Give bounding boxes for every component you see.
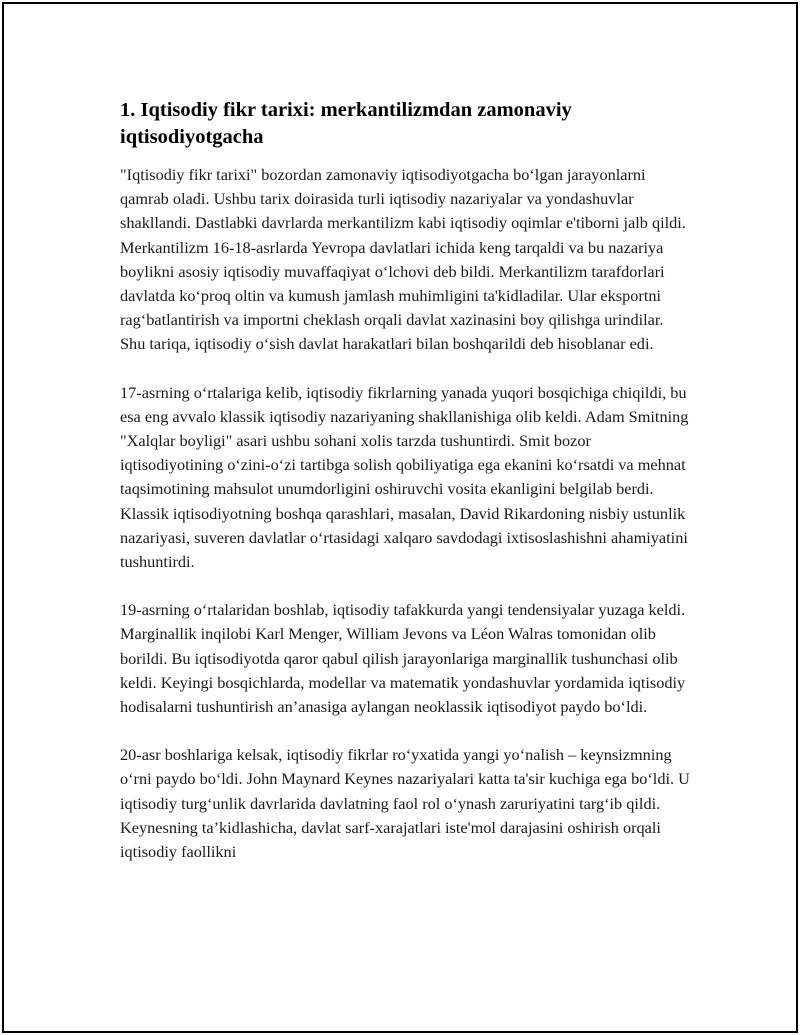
- section-title: 1. Iqtisodiy fikr tarixi: merkantilizmdan zamonaviy iqtisodiyotgacha: [120, 99, 572, 148]
- page-frame: [2, 2, 798, 1033]
- document-body: [120, 97, 692, 888]
- paragraph-mercantilism: "Iqtisodiy fikr tarixi" bozordan zamonaviy iqtisodiyotgacha boʻlgan jarayonlarni qamrab oladi. Ushbu tarix doirasida turli iqtisodiy nazariyalar va yondashuvlar shakllandi. Dastlabki davrlarda merkantilizm kabi iqtisodiy oqimlar e'tiborni jalb qildi. Merkantilizm 16-18-asrlarda Yevropa davlatlari ichida keng tarqaldi va bu nazariya boylikni asosiy iqtisodiy muvaffaqiyat oʻlchovi deb bildi. Merkantilizm tarafdorlari davlatda koʻproq oltin va kumush jamlash muhimligini ta'kidladilar. Ular eksportni ragʻbatlantirish va importni cheklash orqali davlat xazinasini boy qilishga urindilar. Shu tariqa, iqtisodiy oʻsish davlat harakatlari bilan boshqarildi deb hisoblanar edi.: [120, 165, 686, 354]
- paragraph-classical-economics: 17-asrning oʻrtalariga kelib, iqtisodiy fikrlarning yanada yuqori bosqichiga chiqildi, bu esa eng avvalo klassik iqtisodiy nazariyaning shakllanishiga olib keldi. Adam Smitning "Xalqlar boyligi" asari ushbu sohani xolis tarzda tushuntirdi. Smit bozor iqtisodiyotining oʻzini-oʻzi tartibga solish qobiliyatiga ega ekanini koʻrsatdi va mehnat taqsimotining mahsulot unumdorligini oshiruvchi vosita ekanligini belgilab berdi. Klassik iqtisodiyotning boshqa qarashlari, masalan, David Rikardoning nisbiy ustunlik nazariyasi, suveren davlatlar oʻrtasidagi xalqaro savdodagi ixtisoslashishni ahamiyatini tushuntirdi.: [120, 382, 689, 572]
- paragraph-marginalism: 19-asrning oʻrtalaridan boshlab, iqtisodiy tafakkurda yangi tendensiyalar yuzaga keldi. Marginallik inqilobi Karl Menger, William Jevons va Léon Walras tomonidan olib borildi. Bu iqtisodiyotda qaror qabul qilish jarayonlariga marginallik tushunchasi olib keldi. Keyingi bosqichlarda, modellar va matematik yondashuvlar yordamida iqtisodiy hodisalarni tushuntirish an’anasiga aylangan neoklassik iqtisodiyot paydo boʻldi.: [120, 600, 686, 717]
- paragraph-keynesianism: 20-asr boshlariga kelsak, iqtisodiy fikrlar roʻyxatida yangi yoʻnalish – keynsizmning oʻrni paydo boʻldi. John Maynard Keynes nazariyalari katta ta'sir kuchiga ega boʻldi. U iqtisodiy turgʻunlik davrlarida davlatning faol rol oʻynash zaruriyatini targʻib qildi. Keynesning ta’kidlashicha, davlat sarf-xarajatlari iste'mol darajasini oshirish orqali iqtisodiy faollikni: [120, 745, 690, 862]
